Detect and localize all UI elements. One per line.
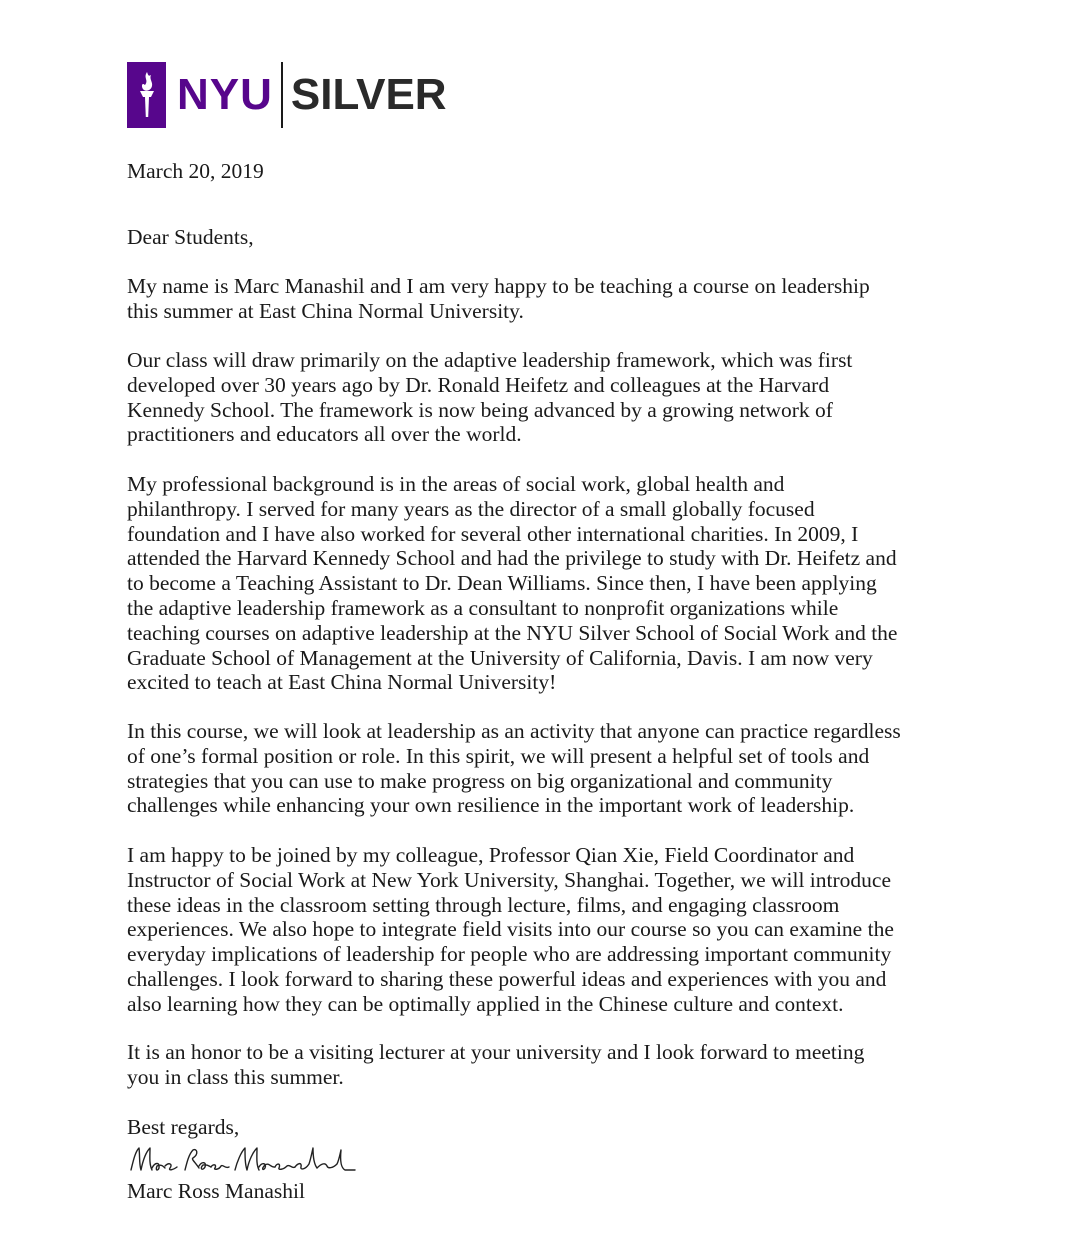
letter-closing: Best regards, <box>127 1115 240 1139</box>
letter-date: March 20, 2019 <box>127 159 264 183</box>
letter-paragraph: My name is Marc Manashil and I am very happy to be teaching a course on leadership this summer at East China Normal University. <box>127 274 870 323</box>
nyu-silver-logo <box>127 62 447 128</box>
letter-paragraph: My professional background is in the areas of social work, global health and philanthropy. I served for many years as the director of a small globally focused foundation and I have also worked for several other international charities. In 2009, I attended the Harvard Kennedy School and had the privilege to study with Dr. Heifetz and to become a Teaching Assistant to Dr. Dean Williams. Since then, I have been applying the adaptive leadership framework as a consultant to nonprofit organizations while teaching courses on adaptive leadership at the NYU Silver School of Social Work and the Graduate School of Management at the University of California, Davis. I am now very excited to teach at East China Normal University! <box>127 472 898 695</box>
logo-nyu-text: NYU <box>177 70 273 119</box>
letter-paragraph: It is an honor to be a visiting lecturer at your university and I look forward to meeting you in class this summer. <box>127 1040 865 1089</box>
handwritten-signature <box>127 1140 357 1180</box>
logo-divider <box>281 62 283 128</box>
letter-salutation: Dear Students, <box>127 225 254 249</box>
letter-signer-name: Marc Ross Manashil <box>127 1179 305 1203</box>
letter-paragraph: I am happy to be joined by my colleague, Professor Qian Xie, Field Coordinator and Instructor of Social Work at New York University, Shanghai. Together, we will introduce these ideas in the classroom setting through lecture, films, and engaging classroom experiences. We also hope to integrate field visits into our course so you can examine the everyday implications of leadership for people who are addressing important community challenges. I look forward to sharing these powerful ideas and experiences with you and also learning how they can be optimally applied in the Chinese culture and context. <box>127 843 894 1016</box>
letter-paragraph: In this course, we will look at leadership as an activity that anyone can practice regardless of one’s formal position or role. In this spirit, we will present a helpful set of tools and strategies that you can use to make progress on big organizational and community challenges while enhancing your own resilience in the important work of leadership. <box>127 719 901 818</box>
torch-icon <box>127 62 166 128</box>
letter-paragraph: Our class will draw primarily on the adaptive leadership framework, which was first developed over 30 years ago by Dr. Ronald Heifetz and colleagues at the Harvard Kennedy School. The framework is now being advanced by a growing network of practitioners and educators all over the world. <box>127 348 853 447</box>
logo-silver-text: SILVER <box>290 70 447 119</box>
